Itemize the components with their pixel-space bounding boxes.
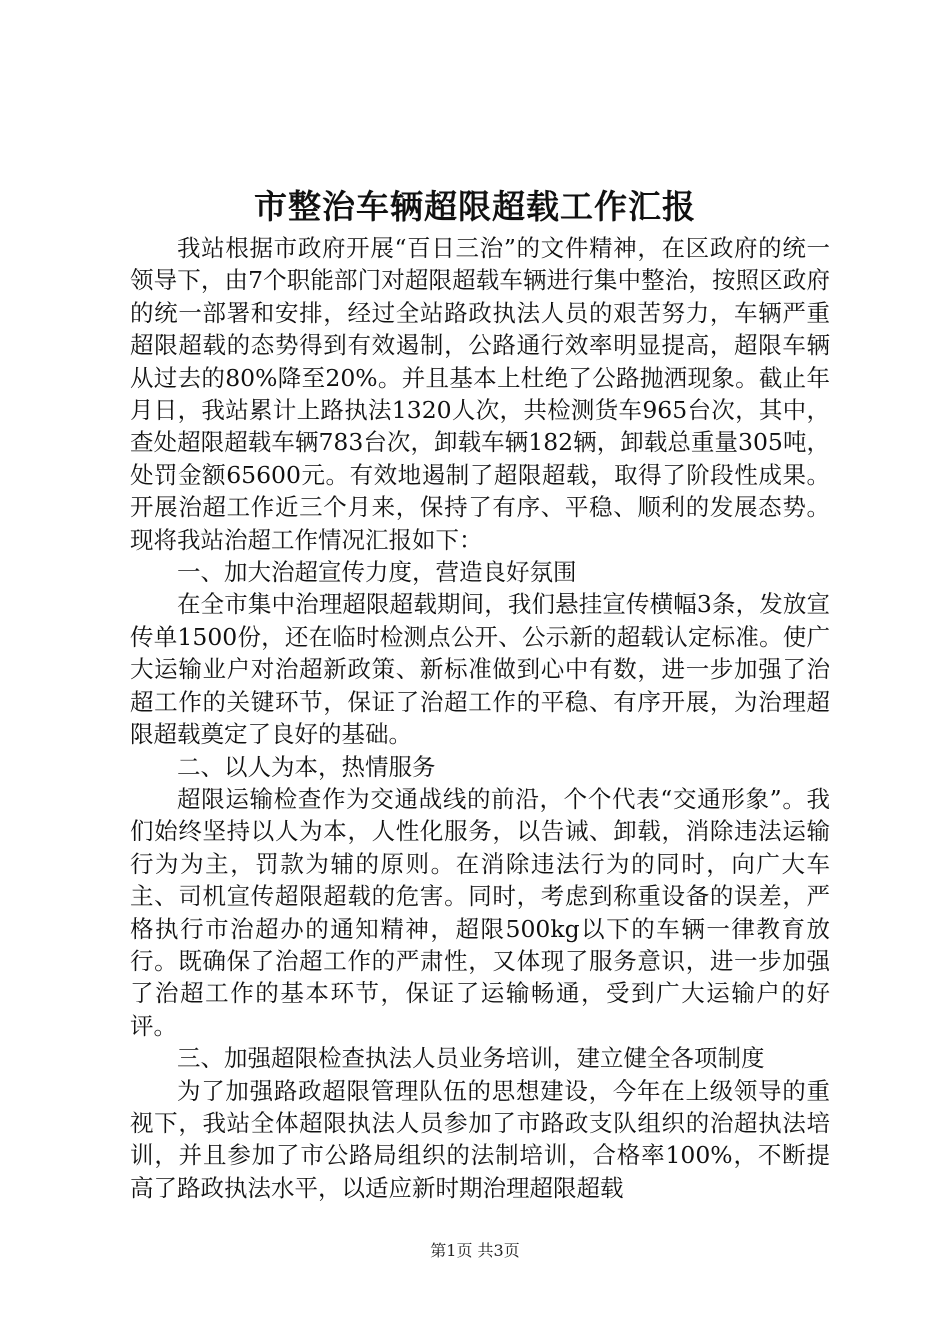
paragraph-section-2: 超限运输检查作为交通战线的前沿，个个代表“交通形象”。我们始终坚持以人为本，人性化服务，以告诫、卸载，消除违法运输行为为主，罚款为辅的原则。在消除违法行为的同时，向广大车主、司机宣传超限超载的危害。同时，考虑到称重设备的误差，严格执行市治超办的通知精神，超限500kg以下的车辆一律教育放行。既确保了治超工作的严肃性，又体现了服务意识，进一步加强了治超工作的基本环节，保证了运输畅通，受到广大运输户的好评。 (130, 784, 830, 1040)
paragraph-section-1: 在全市集中治理超限超载期间，我们悬挂宣传横幅3条，发放宣传单1500份，还在临时检测点公开、公示新的超载认定标准。使广大运输业户对治超新政策、新标准做到心中有数，进一步加强了治超工作的关键环节，保证了治超工作的平稳、有序开展，为治理超限超载奠定了良好的基础。 (130, 590, 830, 749)
paragraph-intro: 我站根据市政府开展“百日三治”的文件精神，在区政府的统一领导下，由7个职能部门对超限超载车辆进行集中整治，按照区政府的统一部署和安排，经过全站路政执法人员的艰苦努力，车辆严重超限超载的态势得到有效遏制，公路通行效率明显提高，超限车辆从过去的80%降至20%。并且基本上杜绝了公路抛洒现象。截止年月日，我站累计上路执法1320人次，共检测货车965台次，其中，查处超限超载车辆783台次，卸载车辆182辆，卸载总重量305吨，处罚金额65600元。有效地遏制了超限超载，取得了阶段性成果。开展治超工作近三个月来，保持了有序、平稳、顺利的发展态势。现将我站治超工作情况汇报如下： (130, 234, 830, 554)
document-title: 市整治车辆超限超载工作汇报 (254, 187, 696, 226)
page-number-footer: 第1页 共3页 (430, 1241, 520, 1260)
section-heading-3: 三、加强超限检查执法人员业务培训，建立健全各项制度 (177, 1044, 765, 1073)
section-heading-2: 二、以人为本，热情服务 (177, 752, 436, 781)
paragraph-section-3: 为了加强路政超限管理队伍的思想建设，今年在上级领导的重视下，我站全体超限执法人员参加了市路政支队组织的治超执法培训，并且参加了市公路局组织的法制培训，合格率100%，不断提高了路政执法水平，以适应新时期治理超限超载 (130, 1076, 830, 1202)
document-body (130, 232, 830, 1204)
section-heading-1: 一、加大治超宣传力度，营造良好氛围 (177, 558, 577, 587)
